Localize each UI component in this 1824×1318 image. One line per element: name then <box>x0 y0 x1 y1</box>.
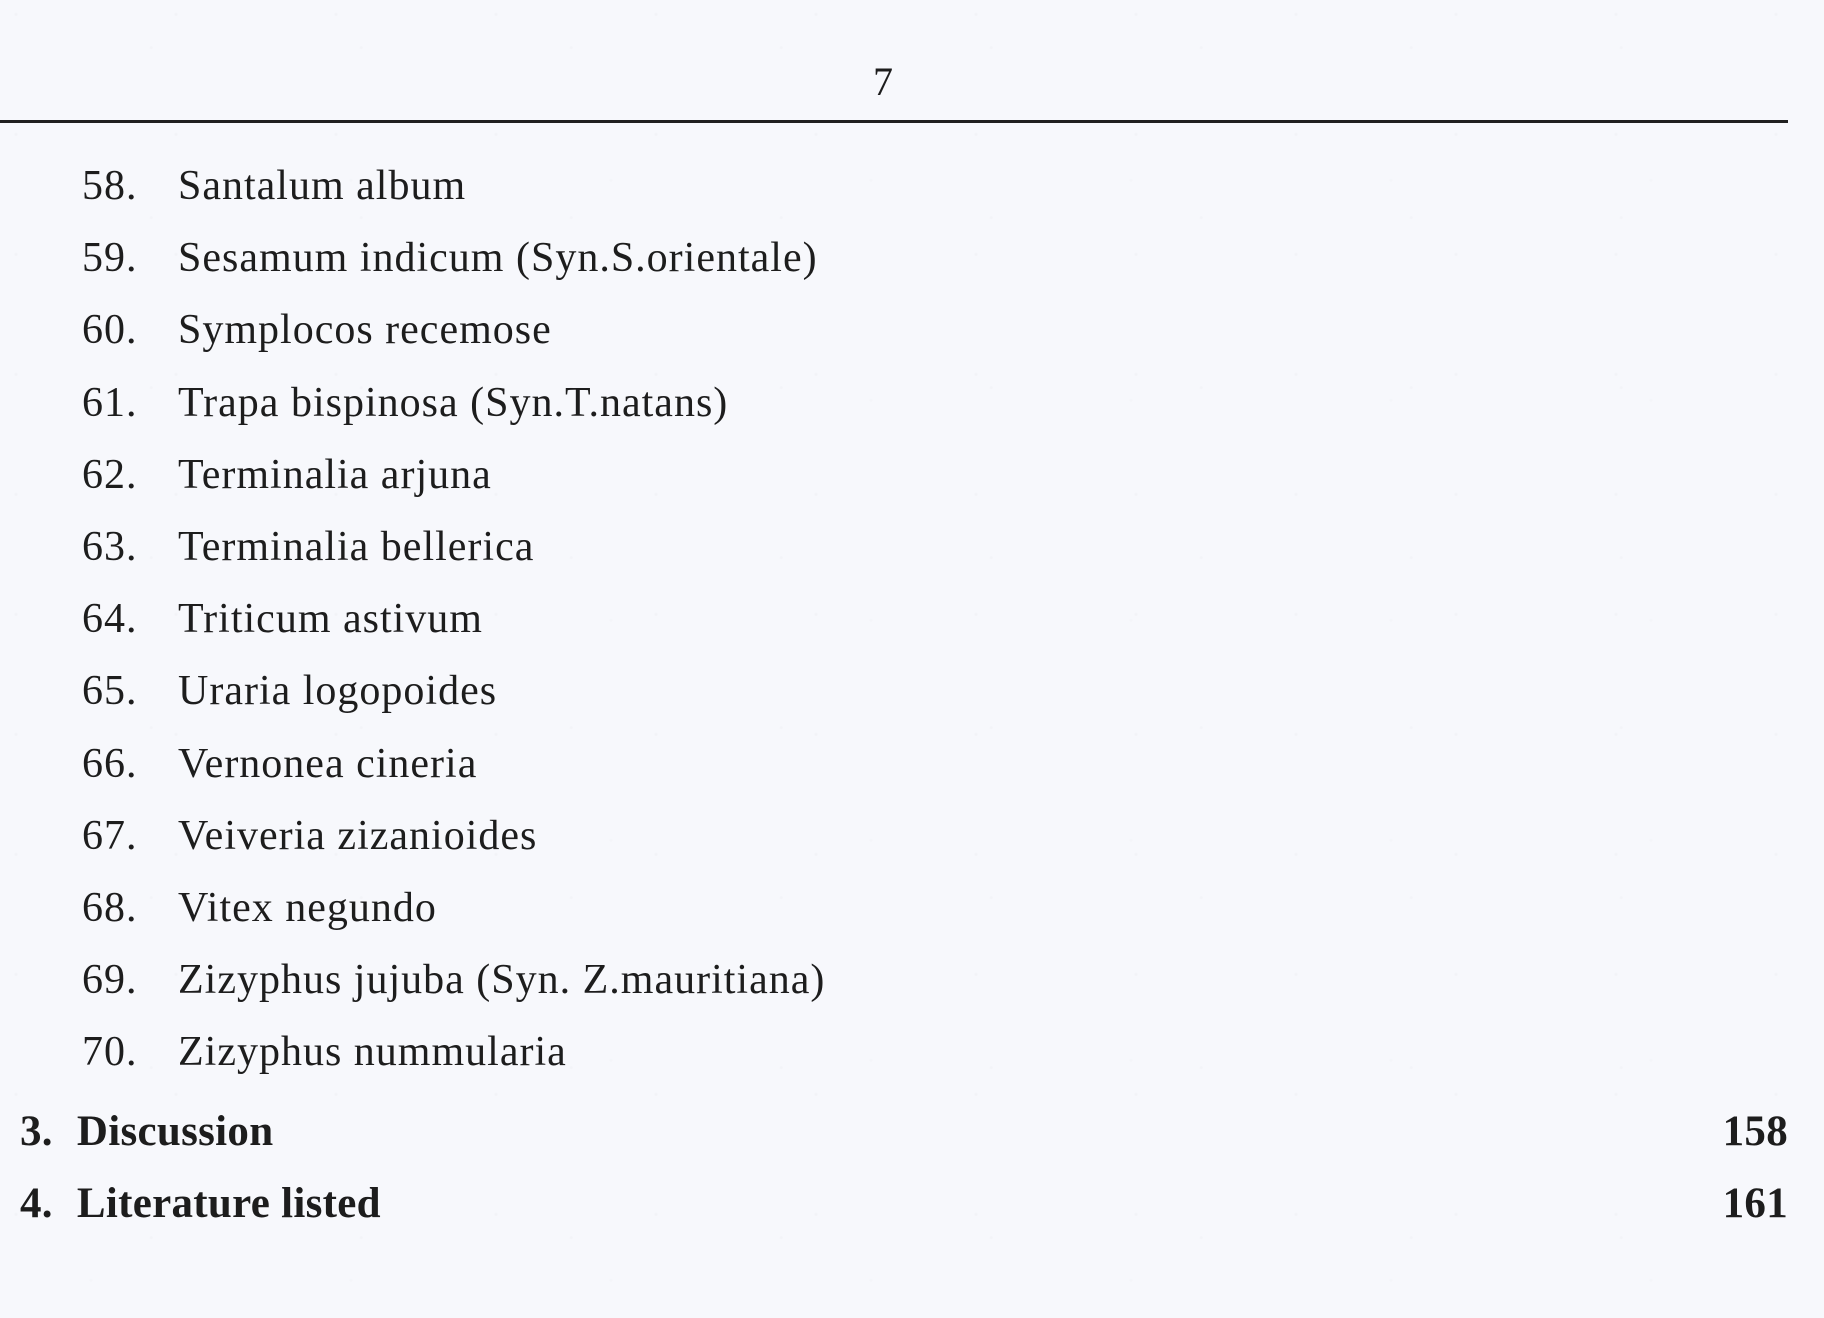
section-number: 3. <box>20 1108 53 1155</box>
species-entry-61 <box>82 381 1082 453</box>
species-entry-63 <box>82 525 1082 597</box>
species-number: 67. <box>82 812 138 859</box>
species-number: 63. <box>82 523 138 570</box>
species-number: 65. <box>82 668 138 715</box>
species-entry-60 <box>82 308 1082 380</box>
section-number: 4. <box>20 1180 53 1227</box>
species-entry-64 <box>82 597 1082 669</box>
species-name: Triticum astivum <box>178 596 483 643</box>
species-name: Santalum album <box>178 163 467 209</box>
species-name: Zizyphus jujuba (Syn. Z.mauritiana) <box>178 957 826 1004</box>
species-entry-65 <box>82 669 1082 741</box>
species-name: Zizyphus nummularia <box>178 1029 567 1076</box>
section-heading <box>20 1110 273 1153</box>
section-discussion <box>20 1110 1788 1153</box>
species-name: Symplocos recemose <box>178 307 552 354</box>
species-number: 70. <box>82 1029 138 1076</box>
section-heading <box>20 1182 381 1225</box>
section-literature-listed <box>20 1182 1788 1225</box>
species-name: Vitex negundo <box>178 884 437 931</box>
species-entry-70 <box>82 1030 1082 1102</box>
species-entry-62 <box>82 453 1082 525</box>
species-name: Uraria logopoides <box>178 668 498 715</box>
species-name: Trapa bispinosa (Syn.T.natans) <box>178 379 729 426</box>
species-name: Terminalia arjuna <box>178 451 492 498</box>
page-number: 7 <box>873 59 893 104</box>
species-number: 64. <box>82 596 138 643</box>
header-rule <box>0 120 1788 123</box>
species-list <box>82 164 1082 1102</box>
species-entry-66 <box>82 742 1082 814</box>
species-number: 60. <box>82 307 138 354</box>
species-name: Terminalia bellerica <box>178 523 535 570</box>
species-name: Vernonea cineria <box>178 740 478 787</box>
section-page-number: 158 <box>1722 1108 1788 1155</box>
species-number: 58. <box>82 163 138 209</box>
species-number: 62. <box>82 451 138 498</box>
species-name: Veiveria zizanioides <box>178 812 538 859</box>
species-number: 69. <box>82 957 138 1004</box>
section-title: Discussion <box>76 1108 274 1155</box>
species-entry-59 <box>82 236 1082 308</box>
species-number: 61. <box>82 379 138 426</box>
species-entry-69 <box>82 958 1082 1030</box>
section-page-number: 161 <box>1722 1180 1788 1227</box>
species-entry-68 <box>82 886 1082 958</box>
species-entry-67 <box>82 814 1082 886</box>
section-title: Literature listed <box>76 1180 381 1227</box>
species-number: 68. <box>82 884 138 931</box>
species-entry-58 <box>82 164 1082 236</box>
species-name: Sesamum indicum (Syn.S.orientale) <box>178 235 818 282</box>
species-number: 66. <box>82 740 138 787</box>
species-number: 59. <box>82 235 138 282</box>
